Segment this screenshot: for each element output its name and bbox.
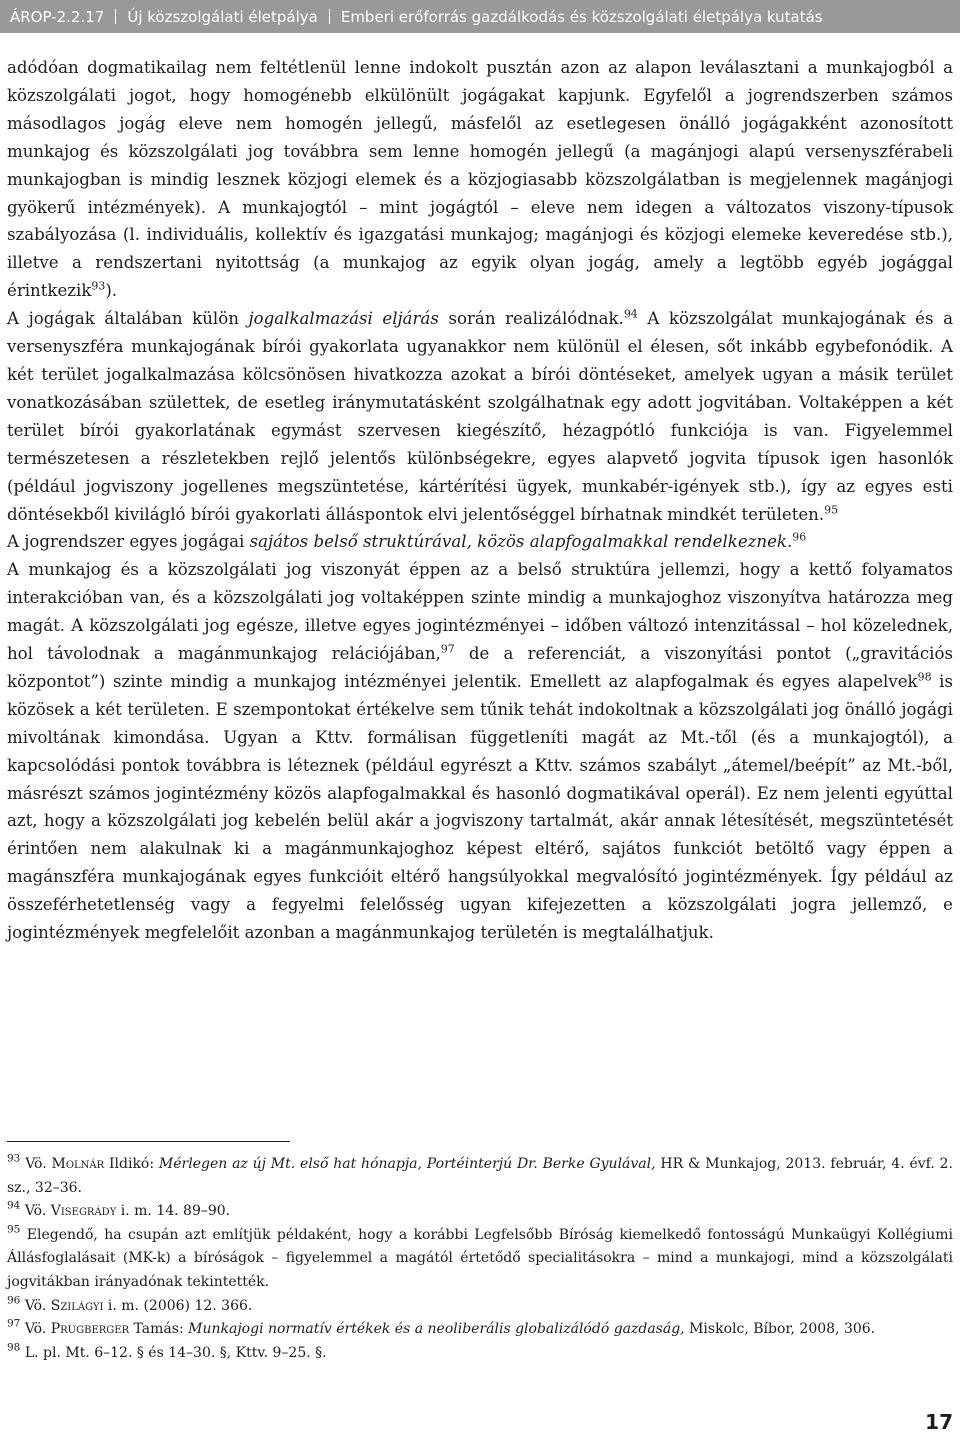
footnote-ref[interactable]: 95 xyxy=(824,502,839,516)
header-divider xyxy=(329,9,330,24)
footnote-ref[interactable]: 93 xyxy=(91,279,106,293)
footnote-97: $^{97}$ Vö. Prugberger Tamás: Munkajogi normatív értékek és a neoliberális globalizálódó gazdaság, Miskolc, Bíbor, 2008, 306. xyxy=(7,1317,876,1338)
footnote-ref[interactable]: 97 xyxy=(440,642,455,656)
paragraph: A jogágak általában külön jogalkalmazási eljárás során realizálódnak.$^{94}$ A közszolgálat munkajogának és a versenyszféra munkajogának bírói gyakorlata ugyanakkor nem különül el élesen, sőt inkább egybefonódik. A két terület jogalkalmazása kölcsönösen hivatkozza azokat a bírói döntéseket, amelyek ugyan a másik terület vonatkozásában születtek, de esetleg iránymutatásként szolgálhatnak egy adott jogvitában. Voltaképpen a két terület bírói gyakorlatának egymást szervesen kiegészítő, hézagpótló funkciója is van. Figyelemmel természetesen a részletekben rejlő jelentős különbségekre, egyes alapvető jogvita típusok igen hasonlók (például jogviszony jogellenes megszüntetése, kártérítési ügyek, munkabér-igények stb.), így az egyes esti döntésekből kivilágló bírói gyakorlati álláspontok elvi jelentőséggel bírhatnak mindkét területen.$^{95}$ xyxy=(7,307,954,524)
footnote-ref[interactable]: 94 xyxy=(623,307,638,321)
footnote-separator xyxy=(7,1141,290,1142)
header-divider xyxy=(115,9,116,24)
running-header xyxy=(0,0,960,33)
footnote-94: $^{94}$ Vö. Visegrády i. m. 14. 89–90. xyxy=(7,1199,231,1220)
footnote-96: $^{96}$ Vö. Szilágyi i. m. (2006) 12. 366. xyxy=(7,1294,253,1314)
header-subproject: Emberi erőforrás gazdálkodás és közszolgálati életpálya kutatás xyxy=(340,7,823,26)
paragraph: A munkajog és a közszolgálati jog viszonyát éppen az a belső struktúra jellemzi, hogy a kettő folyamatos interakcióban van, és a közszolgálati jog voltaképpen szinte mindig a munkajoghoz viszonyítva határozza meg magát. A közszolgálati jog egésze, illetve egyes jogintézményei – időben változó intenzitással – hol közelednek, hol távolodnak a magánmunkajog relációjában,$^{97}$ de a referenciát, a viszonyítási pontot („gravitációs központot”) szinte mindig a munkajog intézményei jelentik. Emellett az alapfogalmak és egyes alapelvek$^{98}$ is közösek a két területen. E szempontokat értékelve sem tűnik tehát indokoltnak a közszolgálati jog önálló jogági mivoltának kimondása. Ugyan a Kttv. formálisan függetleníti magát az Mt.-től (és a munkajogtól), a kapcsolódási pontok továbbra is léteznek (például egyrészt a Kttv. számos szabályt „átemel/beépít” az Mt.-ből, másrészt számos jogintézmény közös alapfogalmakkal és hasonló dogmatikával operál). Ez nem jelenti egyúttal azt, hogy a közszolgálati jog kebelén belül akár a jogviszony tartalmát, akár annak létesítését, megszüntetését érintően nem alakulnak ki a magánmunkajoghoz képest eltérő, sajátos funkciót betöltő vagy éppen a magánszféra munkajogának egyes funkcióit eltérő hangsúlyokkal megvalósító jogintézmények. Így például az összeférhetetlenség vagy a fegyelmi felelősség ugyan kifejezetten a közszolgálati jogra jellemző, e jogintézmények megfelelőit azonban a magánmunkajog területén is megtalálhatjuk. xyxy=(7,560,953,943)
page-number: 17 xyxy=(925,1410,953,1434)
header-code: ÁROP-2.2.17 xyxy=(10,7,105,26)
footnote-93: $^{93}$ Vö. Molnár Ildikó: Mérlegen az új Mt. első hat hónapja, Portéinterjú Dr. Berke Gyulával, HR & Munkajog, 2013. február, 4. évf. 2. sz., 32–36. xyxy=(7,1152,953,1196)
footnote-ref[interactable]: 96 xyxy=(792,530,807,544)
main-text xyxy=(7,54,953,947)
paragraph: adódóan dogmatikailag nem feltétlenül lenne indokolt pusztán azon az alapon leválasztani a munkajogból a közszolgálati jogot, hogy homogénebb elkülönült jogágakat kapjunk. Egyfelől a jogrendszerben számos másodlagos jogág eleve nem homogén jellegű, másfelől az esetlegesen önálló jogágakként azonosított munkajog és közszolgálati jog továbbra sem lenne homogén jellegű (a magánjogi alapú versenyszférabeli munkajogban is mindig lesznek közjogi elemek és a közjogiasabb közszolgálatban is megjelennek magánjogi gyökerű intézmények). A munkajogtól – mint jogágtól – eleve nem idegen a változatos viszony-típusok szabályozása (l. individuális, kollektív és igazgatási munkajog; magánjogi és közjogi elemeke keveredése stb.), illetve a rendszertani nyitottság (a munkajog az egyik olyan jogág, amely a legtöbb egyéb jogággal érintkezik$^{93}$). xyxy=(7,58,953,301)
header-project: Új közszolgálati életpálya xyxy=(127,7,318,26)
paragraph: A jogrendszer egyes jogágai sajátos belső struktúrával, közös alapfogalmakkal rendelkeznek.$^{96}$ xyxy=(7,530,807,552)
footnotes xyxy=(7,1153,953,1365)
footnote-95: $^{95}$ Elegendő, ha csupán azt említjük példaként, hogy a korábbi Legfelsőbb Bíróság kiemelkedő fontosságú Munkaügyi Kollégiumi Állásfoglalásait (MK-k) a bíróságok – figyelemmel a magától értetődő specialitásokra – mind a munkajogi, mind a közszolgálati jogvitákban irányadónak tekintették. xyxy=(7,1223,953,1290)
footnote-98: $^{98}$ L. pl. Mt. 6–12. § és 14–30. §, Kttv. 9–25. §. xyxy=(7,1341,327,1361)
footnote-ref[interactable]: 98 xyxy=(917,670,932,684)
